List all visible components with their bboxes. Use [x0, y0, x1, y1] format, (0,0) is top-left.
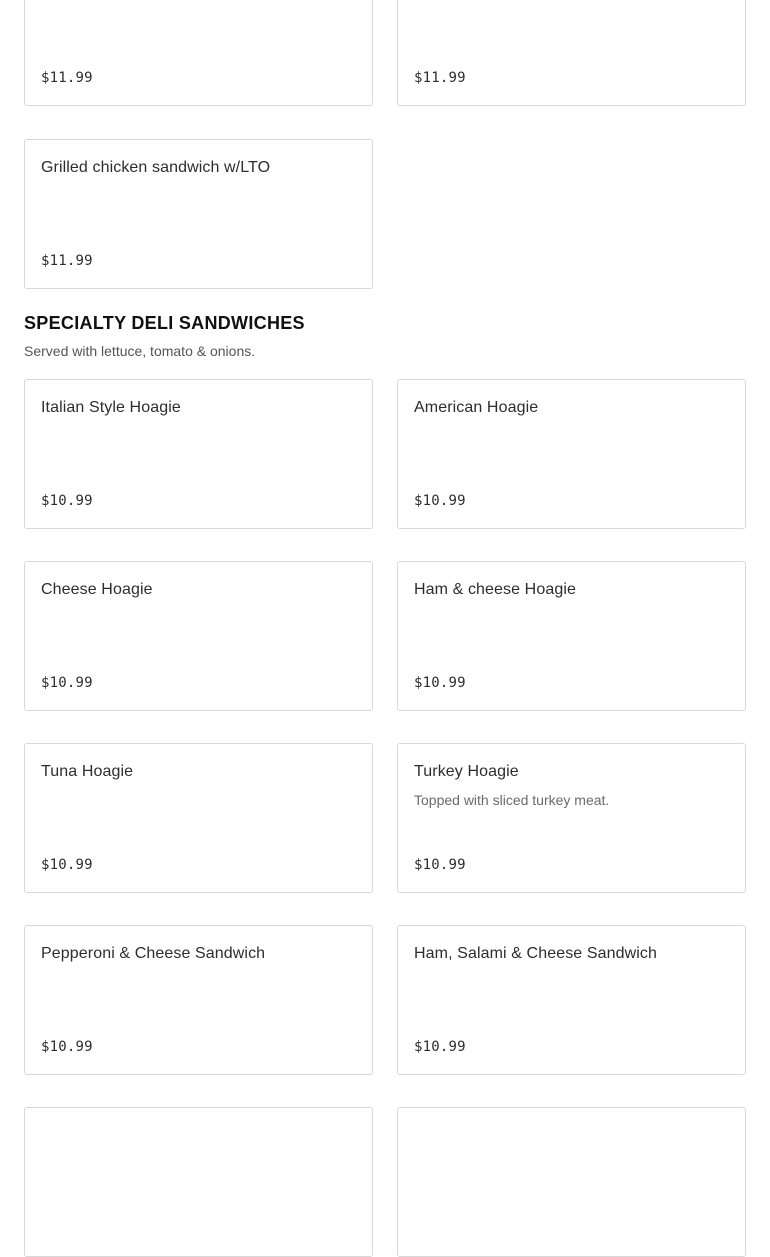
menu-item-card[interactable] — [24, 925, 373, 1075]
menu-item-name: American Hoagie — [414, 399, 539, 416]
menu-item-name: Grilled chicken sandwich w/LTO — [41, 159, 271, 176]
menu-item-price: $10.99 — [414, 1039, 466, 1055]
menu-item-card[interactable] — [24, 0, 373, 106]
menu-item-name: Turkey Hoagie — [414, 763, 519, 780]
menu-item-card[interactable] — [397, 925, 746, 1075]
menu-item-price: $11.99 — [414, 70, 466, 86]
menu-item-description: Topped with sliced turkey meat. — [414, 792, 610, 808]
menu-item-card[interactable] — [397, 1107, 746, 1257]
menu-item-name: Tuna Hoagie — [41, 763, 134, 780]
section-title: SPECIALTY DELI SANDWICHES — [24, 313, 305, 333]
menu-item-name: Ham & cheese Hoagie — [414, 581, 576, 598]
menu-item-name: Ham, Salami & Cheese Sandwich — [414, 945, 658, 962]
menu-item-card[interactable] — [24, 139, 373, 289]
menu-item-name: Pepperoni & Cheese Sandwich — [41, 945, 266, 962]
menu-item-card[interactable] — [397, 379, 746, 529]
menu-item-price: $10.99 — [41, 857, 93, 873]
menu-item-price: $10.99 — [41, 493, 93, 509]
menu-item-card[interactable] — [397, 561, 746, 711]
menu-item-price: $10.99 — [41, 1039, 93, 1055]
menu-item-card[interactable] — [397, 0, 746, 106]
menu-item-price: $11.99 — [41, 253, 93, 269]
menu-item-card[interactable] — [24, 1107, 373, 1257]
menu-item-card[interactable] — [24, 379, 373, 529]
menu-item-card[interactable] — [24, 561, 373, 711]
menu-item-name: Cheese Hoagie — [41, 581, 153, 598]
section-subtitle: Served with lettuce, tomato & onions. — [24, 343, 256, 359]
menu-item-price: $11.99 — [41, 70, 93, 86]
menu-item-price: $10.99 — [414, 857, 466, 873]
menu-item-card[interactable] — [24, 743, 373, 893]
menu-item-price: $10.99 — [41, 675, 93, 691]
menu-item-price: $10.99 — [414, 493, 466, 509]
menu-item-price: $10.99 — [414, 675, 466, 691]
menu-item-card[interactable] — [397, 743, 746, 893]
menu-item-name: Italian Style Hoagie — [41, 399, 181, 416]
